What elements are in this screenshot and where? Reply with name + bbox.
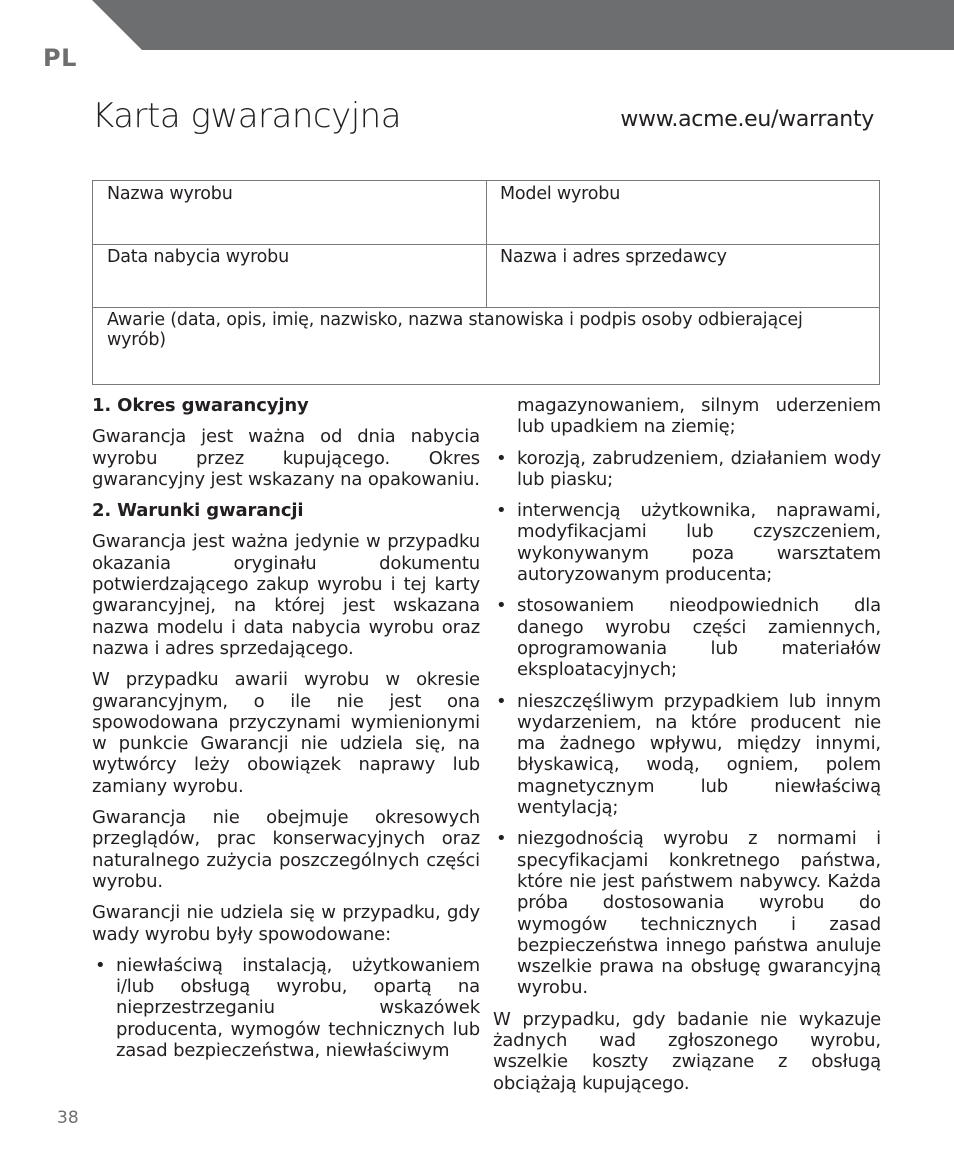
list-item: • korozją, zabrudzeniem, działaniem wody lub piasku; <box>496 447 881 490</box>
bullet-icon: • <box>95 954 106 976</box>
warranty-url[interactable]: www.acme.eu/warranty <box>620 107 874 132</box>
list-item: • nieszczęśliwym przypadkiem lub innym wydarzeniem, na które producent nie ma żadnego wpływu, między innymi, błyskawicą, wodą, ogniem, polem magnetycznym lub niewłaściwą wentylacją; <box>496 690 881 819</box>
conditions-paragraph-2: W przypadku awarii wyrobu w okresie gwarancyjnym, o ile nie jest ona spowodowana przyczynami wymienionymi w punkcie Gwarancji nie udziela się, na wytwórcy leży obowiązek naprawy lub zamiany wyrobu. <box>92 669 480 797</box>
list-item: • niewłaściwą instalacją, użytkowaniem i/lub obsługą wyrobu, opartą na nieprzestrzeganiu wskazówek producenta, wymogów technicznych lub zasad bezpieczeństwa, niewłaściwym <box>95 954 480 1062</box>
warranty-form <box>92 180 880 385</box>
bullet-icon: • <box>496 500 507 522</box>
closing-paragraph: W przypadku, gdy badanie nie wykazuje żadnych wad zgłoszonego wyrobu, wszelkie koszty związane z obsługą obciążają kupującego. <box>493 1008 881 1094</box>
purchase-date-label: Data nabycia wyrobu <box>107 247 289 267</box>
bullet-icon: • <box>496 447 507 469</box>
seller-field[interactable] <box>486 244 879 307</box>
conditions-paragraph-3: Gwarancja nie obejmuje okresowych przeglądów, prac konserwacyjnych oraz naturalnego zużycia poszczególnych części wyrobu. <box>92 807 480 892</box>
product-model-field[interactable] <box>486 181 879 244</box>
product-model-label: Model wyrobu <box>500 184 621 204</box>
right-column <box>493 395 881 1104</box>
list-item: • stosowaniem nieodpowiednich dla danego wyrobu części zamiennych, oprogramowania lub materiałów eksploatacyjnych; <box>496 595 881 681</box>
section1-heading: 1. Okres gwarancyjny <box>92 395 309 416</box>
left-column <box>92 395 480 1071</box>
bullet-icon: • <box>496 690 507 712</box>
product-name-field[interactable] <box>93 181 486 244</box>
conditions-paragraph-1: Gwarancja jest ważna jedynie w przypadku okazania oryginału dokumentu potwierdzającego zakup wyrobu i tej karty gwarancyjnej, na której jest wskazana nazwa modelu i data nabycia wyrobu oraz nazwa i adres sprzedającego. <box>92 531 480 659</box>
list-item: magazynowaniem, silnym uderzeniem lub upadkiem na ziemię; <box>517 395 881 438</box>
product-name-label: Nazwa wyrobu <box>107 184 233 204</box>
page-title: Karta gwarancyjna <box>92 96 402 136</box>
page-number: 38 <box>57 1108 79 1128</box>
list-item: • interwencją użytkownika, naprawami, modyfikacjami lub czyszczeniem, wykonywanym poza warsztatem autoryzowanym producenta; <box>496 500 881 586</box>
language-label: PL <box>43 44 77 72</box>
bullet-icon: • <box>496 595 507 617</box>
section2-heading: 2. Warunki gwarancji <box>92 500 304 522</box>
header-band <box>0 0 954 50</box>
exclusions-list <box>92 955 480 1061</box>
list-item: • niezgodnością wyrobu z normami i specyfikacjami konkretnego państwa, które nie jest państwem nabywcy. Każda próba dostosowania wyrobu do wymogów technicznych i zasad bezpieczeństwa innego państwa anuluje wszelkie prawa na obsługę gwarancyjną wyrobu. <box>496 828 881 999</box>
conditions-paragraph-4: Gwarancji nie udziela się w przypadku, gdy wady wyrobu były spowodowane: <box>92 902 480 945</box>
seller-label: Nazwa i adres sprzedawcy <box>500 247 727 267</box>
purchase-date-field[interactable] <box>93 244 486 307</box>
bullet-icon: • <box>496 828 507 850</box>
exclusions-list-continued <box>493 395 881 999</box>
failures-label: Awarie (data, opis, imię, nazwisko, nazwa stanowiska i podpis osoby odbierającej wyrób) <box>107 310 803 350</box>
section1-text: Gwarancja jest ważna od dnia nabycia wyrobu przez kupującego. Okres gwarancyjny jest wskazany na opakowaniu. <box>92 426 480 490</box>
failures-field[interactable] <box>93 307 879 384</box>
